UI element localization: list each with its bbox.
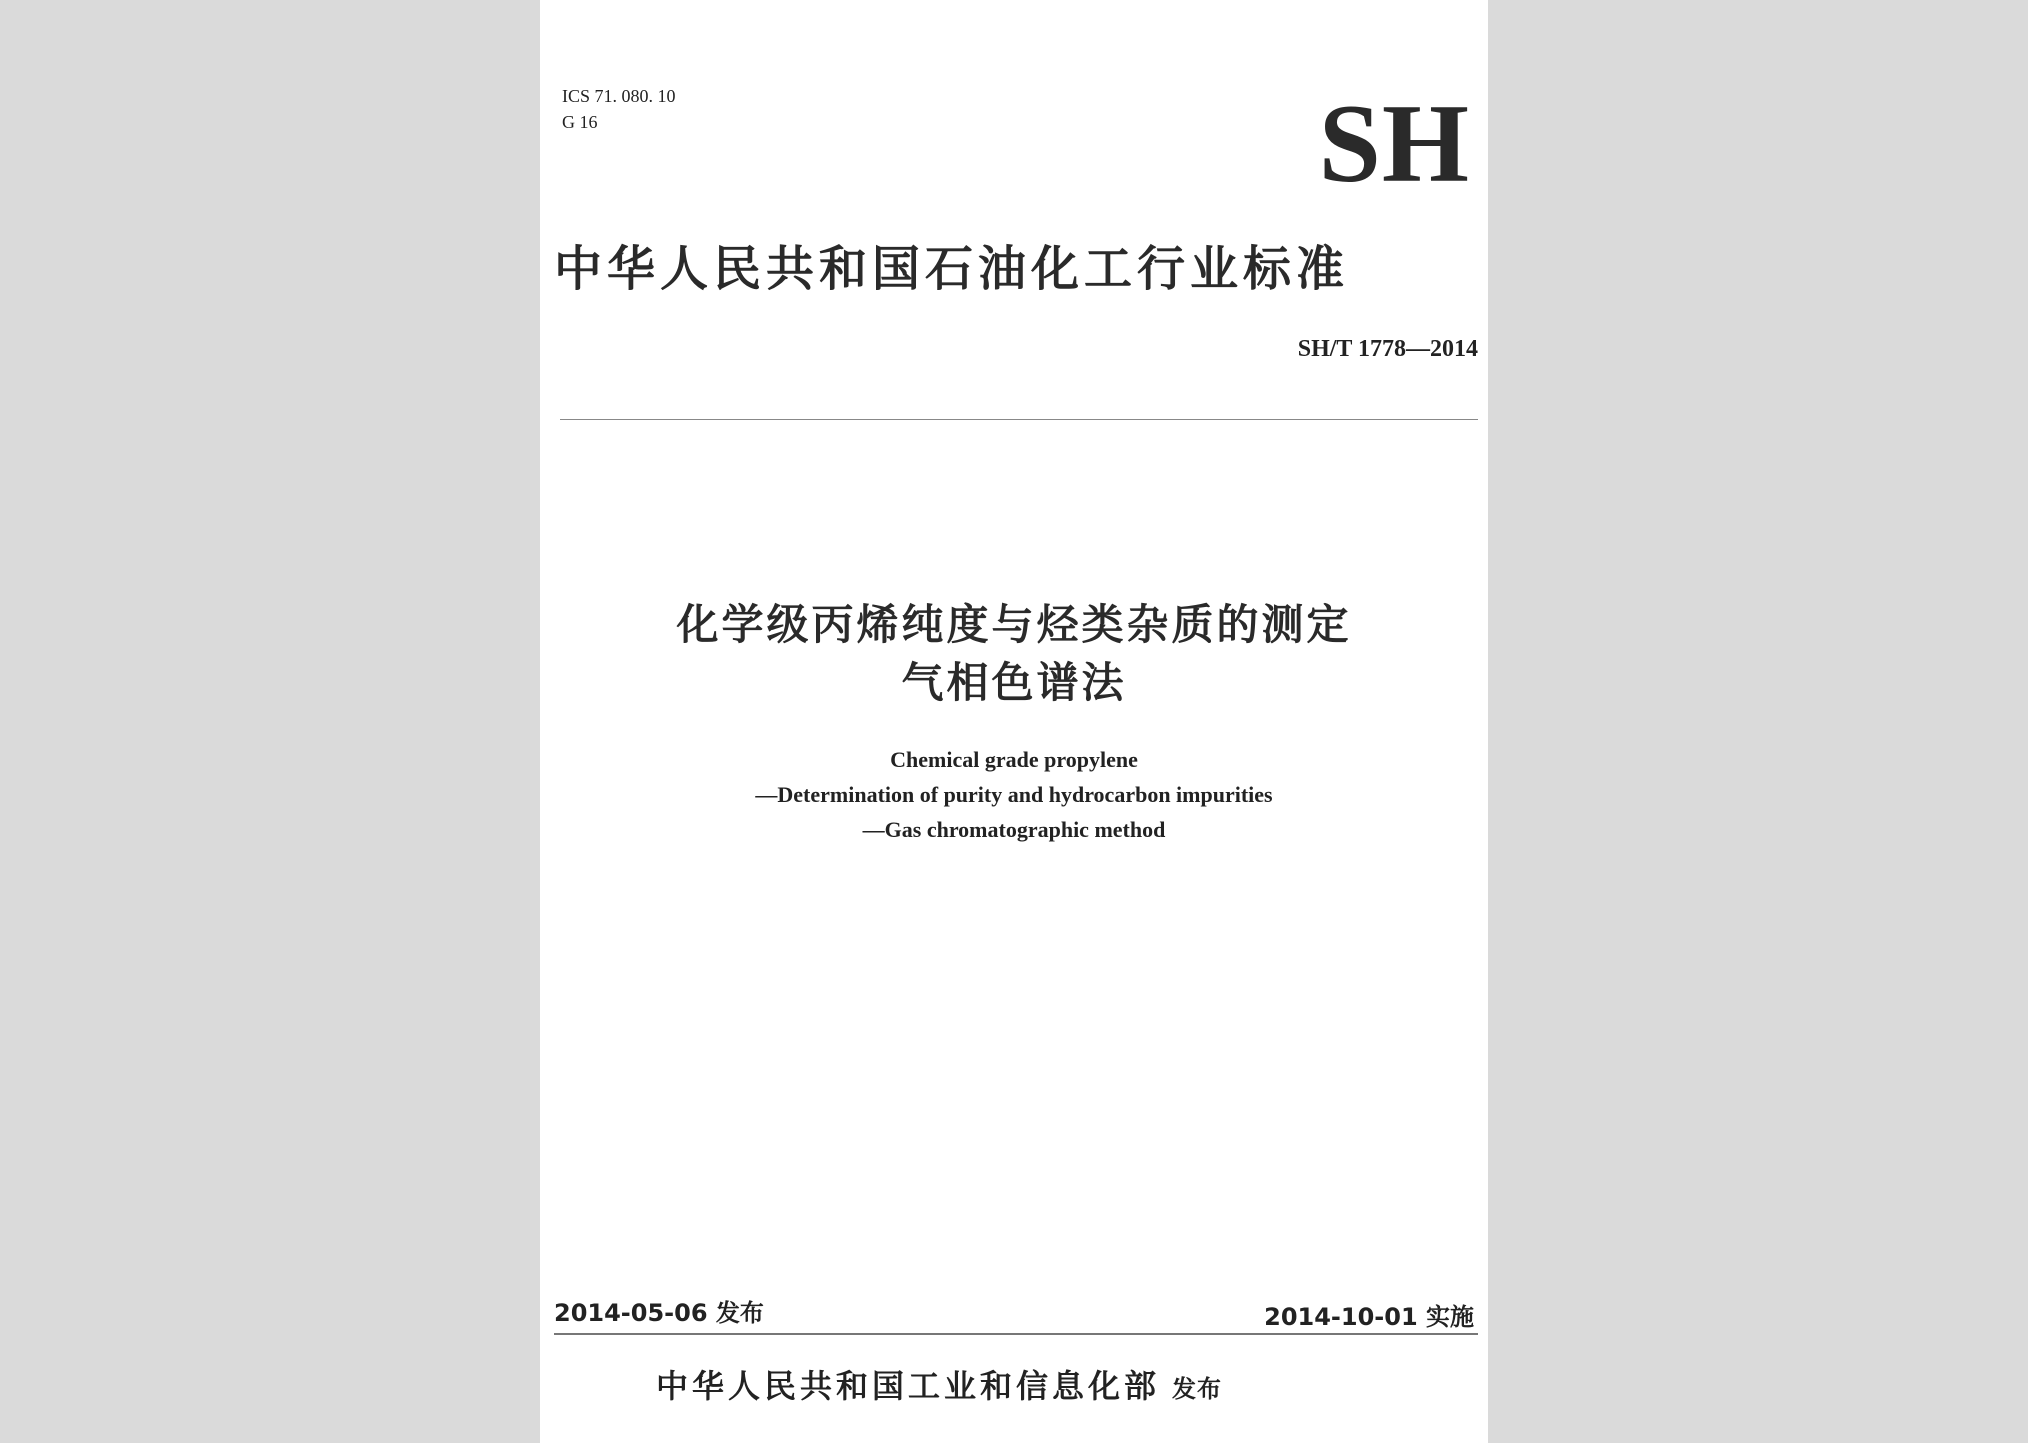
chinese-title-line-1: 化学级丙烯纯度与烃类杂质的测定 [676, 600, 1352, 649]
english-title-line-3: —Gas chromatographic method [862, 817, 1166, 842]
issuer-name: 中华人民共和国工业和信息化部 [656, 1367, 1161, 1405]
classification-block [562, 83, 676, 135]
issuer-block [656, 1364, 1222, 1411]
header-divider [560, 419, 1478, 420]
english-title-line-1: Chemical grade propylene [890, 747, 1138, 772]
chinese-title-line-2: 气相色谱法 [901, 658, 1127, 707]
sh-logo: SH [1318, 82, 1470, 206]
english-title-line-2: —Determination of purity and hydrocarbon impurities [755, 782, 1273, 807]
document-page [540, 0, 1488, 1443]
issue-date-block [554, 1298, 764, 1328]
chinese-title [540, 596, 1488, 712]
issuer-label: 发布 [1172, 1375, 1223, 1403]
issue-label: 发布 [715, 1299, 764, 1327]
issue-date: 2014-05-06 [554, 1299, 708, 1327]
effective-label: 实施 [1426, 1303, 1474, 1331]
organization-title: 中华人民共和国石油化工行业标准 [554, 241, 1350, 297]
effective-date-block [1100, 1302, 1474, 1332]
standard-code: SH/T 1778—2014 [1297, 336, 1478, 362]
english-title [540, 742, 1488, 847]
effective-date: 2014-10-01 [1264, 1303, 1418, 1331]
ccs-code: G 16 [562, 112, 598, 132]
footer-divider [554, 1333, 1478, 1335]
ics-code: ICS 71. 080. 10 [562, 86, 676, 106]
